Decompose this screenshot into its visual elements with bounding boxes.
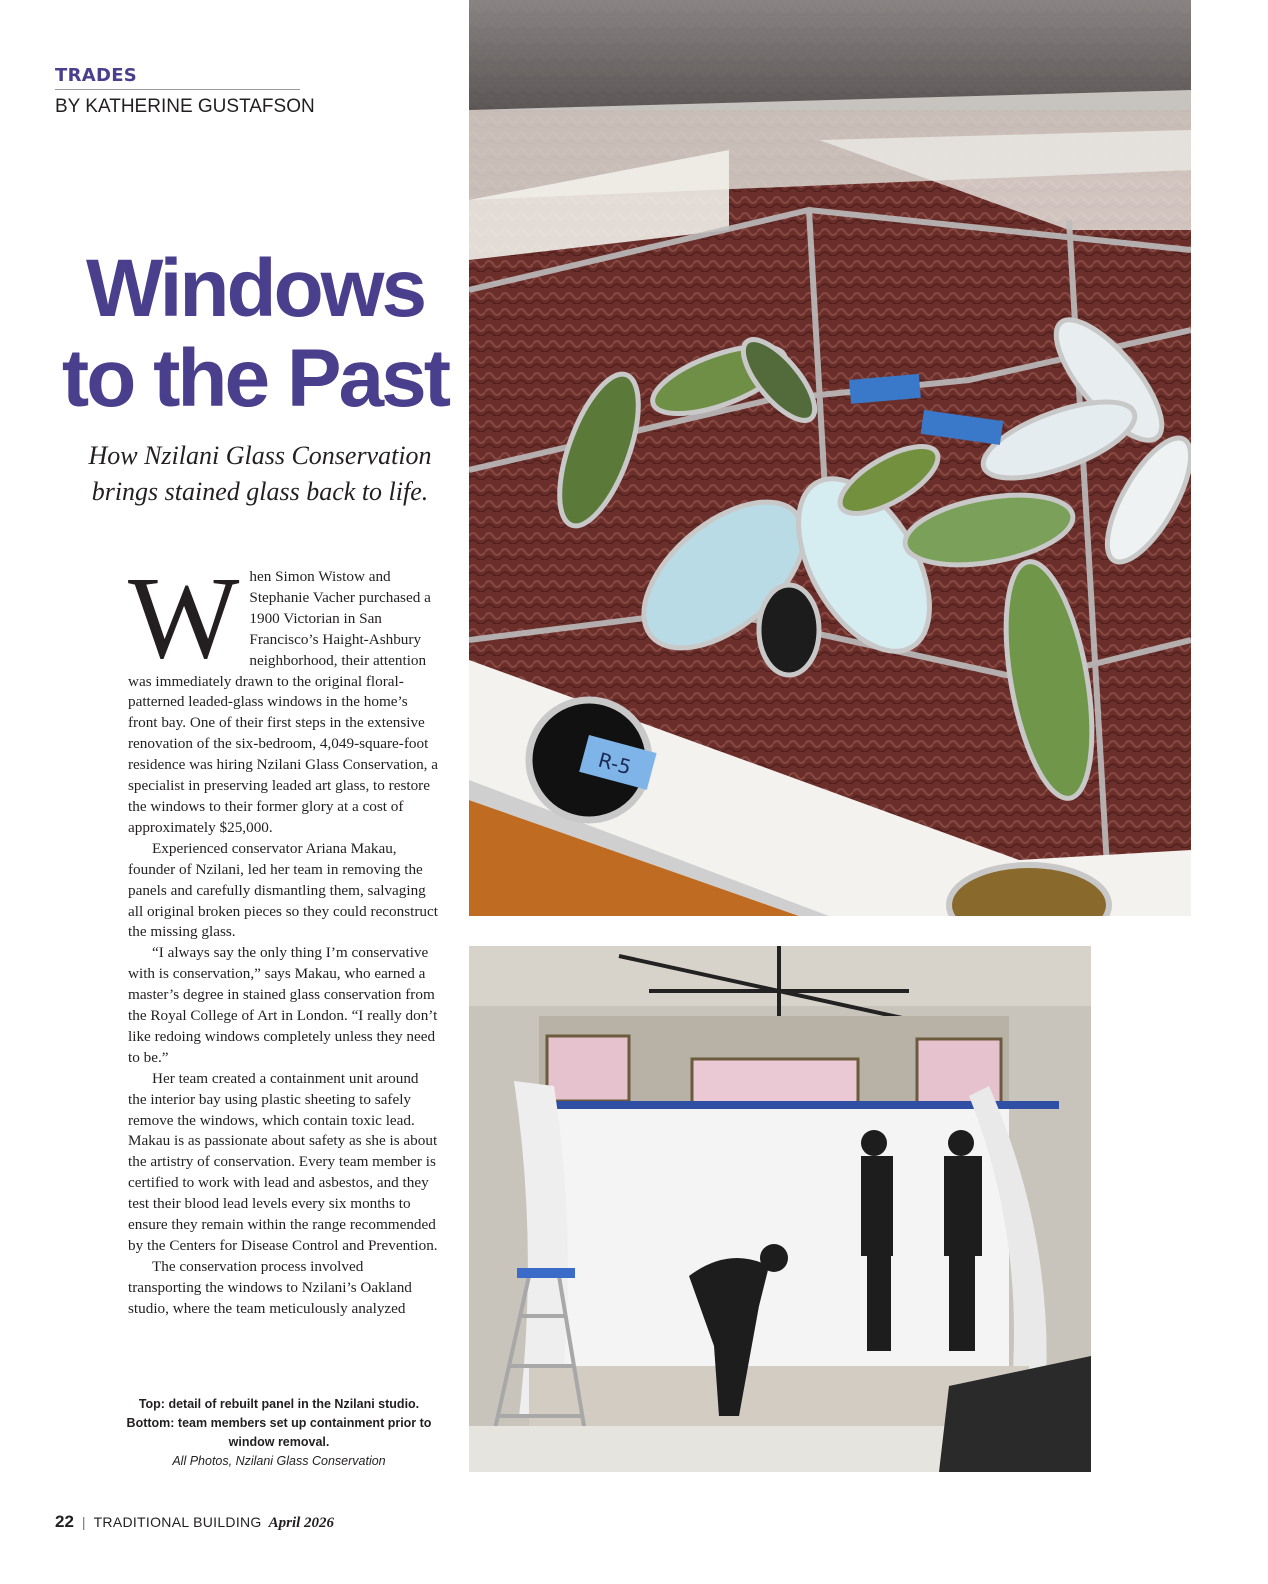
photo-credit: All Photos, Nzilani Glass Conservation <box>172 1454 386 1468</box>
drop-cap: W <box>128 552 240 683</box>
headline <box>40 244 470 424</box>
headline-line-2: to the Past <box>61 333 449 424</box>
publication-name: TRADITIONAL BUILDING <box>93 1514 262 1530</box>
paragraph-3: “I always say the only thing I’m conservative with is conservation,” says Makau, who earned a master’s degree in stained glass conservation from the Royal College of Art in London. “I really don’t like redoing windows completely unless they need to be.” <box>128 944 438 1066</box>
paragraph-2: Experienced conservator Ariana Makau, founder of Nzilani, led her team in removing the panels and carefully dismantling them, salvaging all original broken pieces so they could reconstruct the missing glass. <box>128 839 438 941</box>
stained-glass-detail-photo <box>469 0 1191 916</box>
dek-line-2: brings stained glass back to life. <box>91 477 429 506</box>
panel-tag-label: R-5 <box>595 747 634 780</box>
photo-caption <box>120 1395 438 1471</box>
containment-setup-photo <box>469 946 1091 1472</box>
page-footer <box>55 1512 455 1532</box>
paragraph-4: Her team created a containment unit around the interior bay using plastic sheeting to safely remove the windows, which contain toxic lead. Makau is as passionate about safety as she is about the artistry of conservation. Every team member is certified to work with lead and asbestos, and they test their blood lead levels every six months to ensure they remain within the range recommended by the Centers for Disease Control and Prevention. <box>128 1069 438 1254</box>
headline-line-1: Windows <box>85 243 425 334</box>
issue-date: April 2026 <box>268 1515 335 1531</box>
section-label: TRADES <box>55 65 300 90</box>
paragraph-1-text: hen Simon Wistow and Stephanie Vacher purchased a 1900 Victorian in San Francisco’s Haight-Ashbury neighborhood, their attention was immediately drawn to the original floral-patterned leaded-glass windows in the home’s front bay. One of their first steps in the extensive renovation of the six-bedroom, 4,049-square-foot residence was hiring Nzilani Glass Conservation, a specialist in preserving leaded art glass, to restore the windows to their former glory at a cost of approximately $25,000. <box>128 568 438 836</box>
article-body <box>128 552 438 1320</box>
caption-text: Top: detail of rebuilt panel in the Nzilani studio. Bottom: team members set up containment prior to window removal. <box>126 1397 432 1449</box>
paragraph-5: The conservation process involved transporting the windows to Nzilani’s Oakland studio, where the team meticulously analyzed <box>128 1257 412 1317</box>
page-number: 22 <box>55 1512 74 1531</box>
paragraph-1 <box>128 552 438 839</box>
dek <box>60 438 460 510</box>
byline: BY KATHERINE GUSTAFSON <box>55 96 315 117</box>
footer-separator: | <box>81 1514 86 1530</box>
dek-line-1: How Nzilani Glass Conservation <box>88 441 432 470</box>
